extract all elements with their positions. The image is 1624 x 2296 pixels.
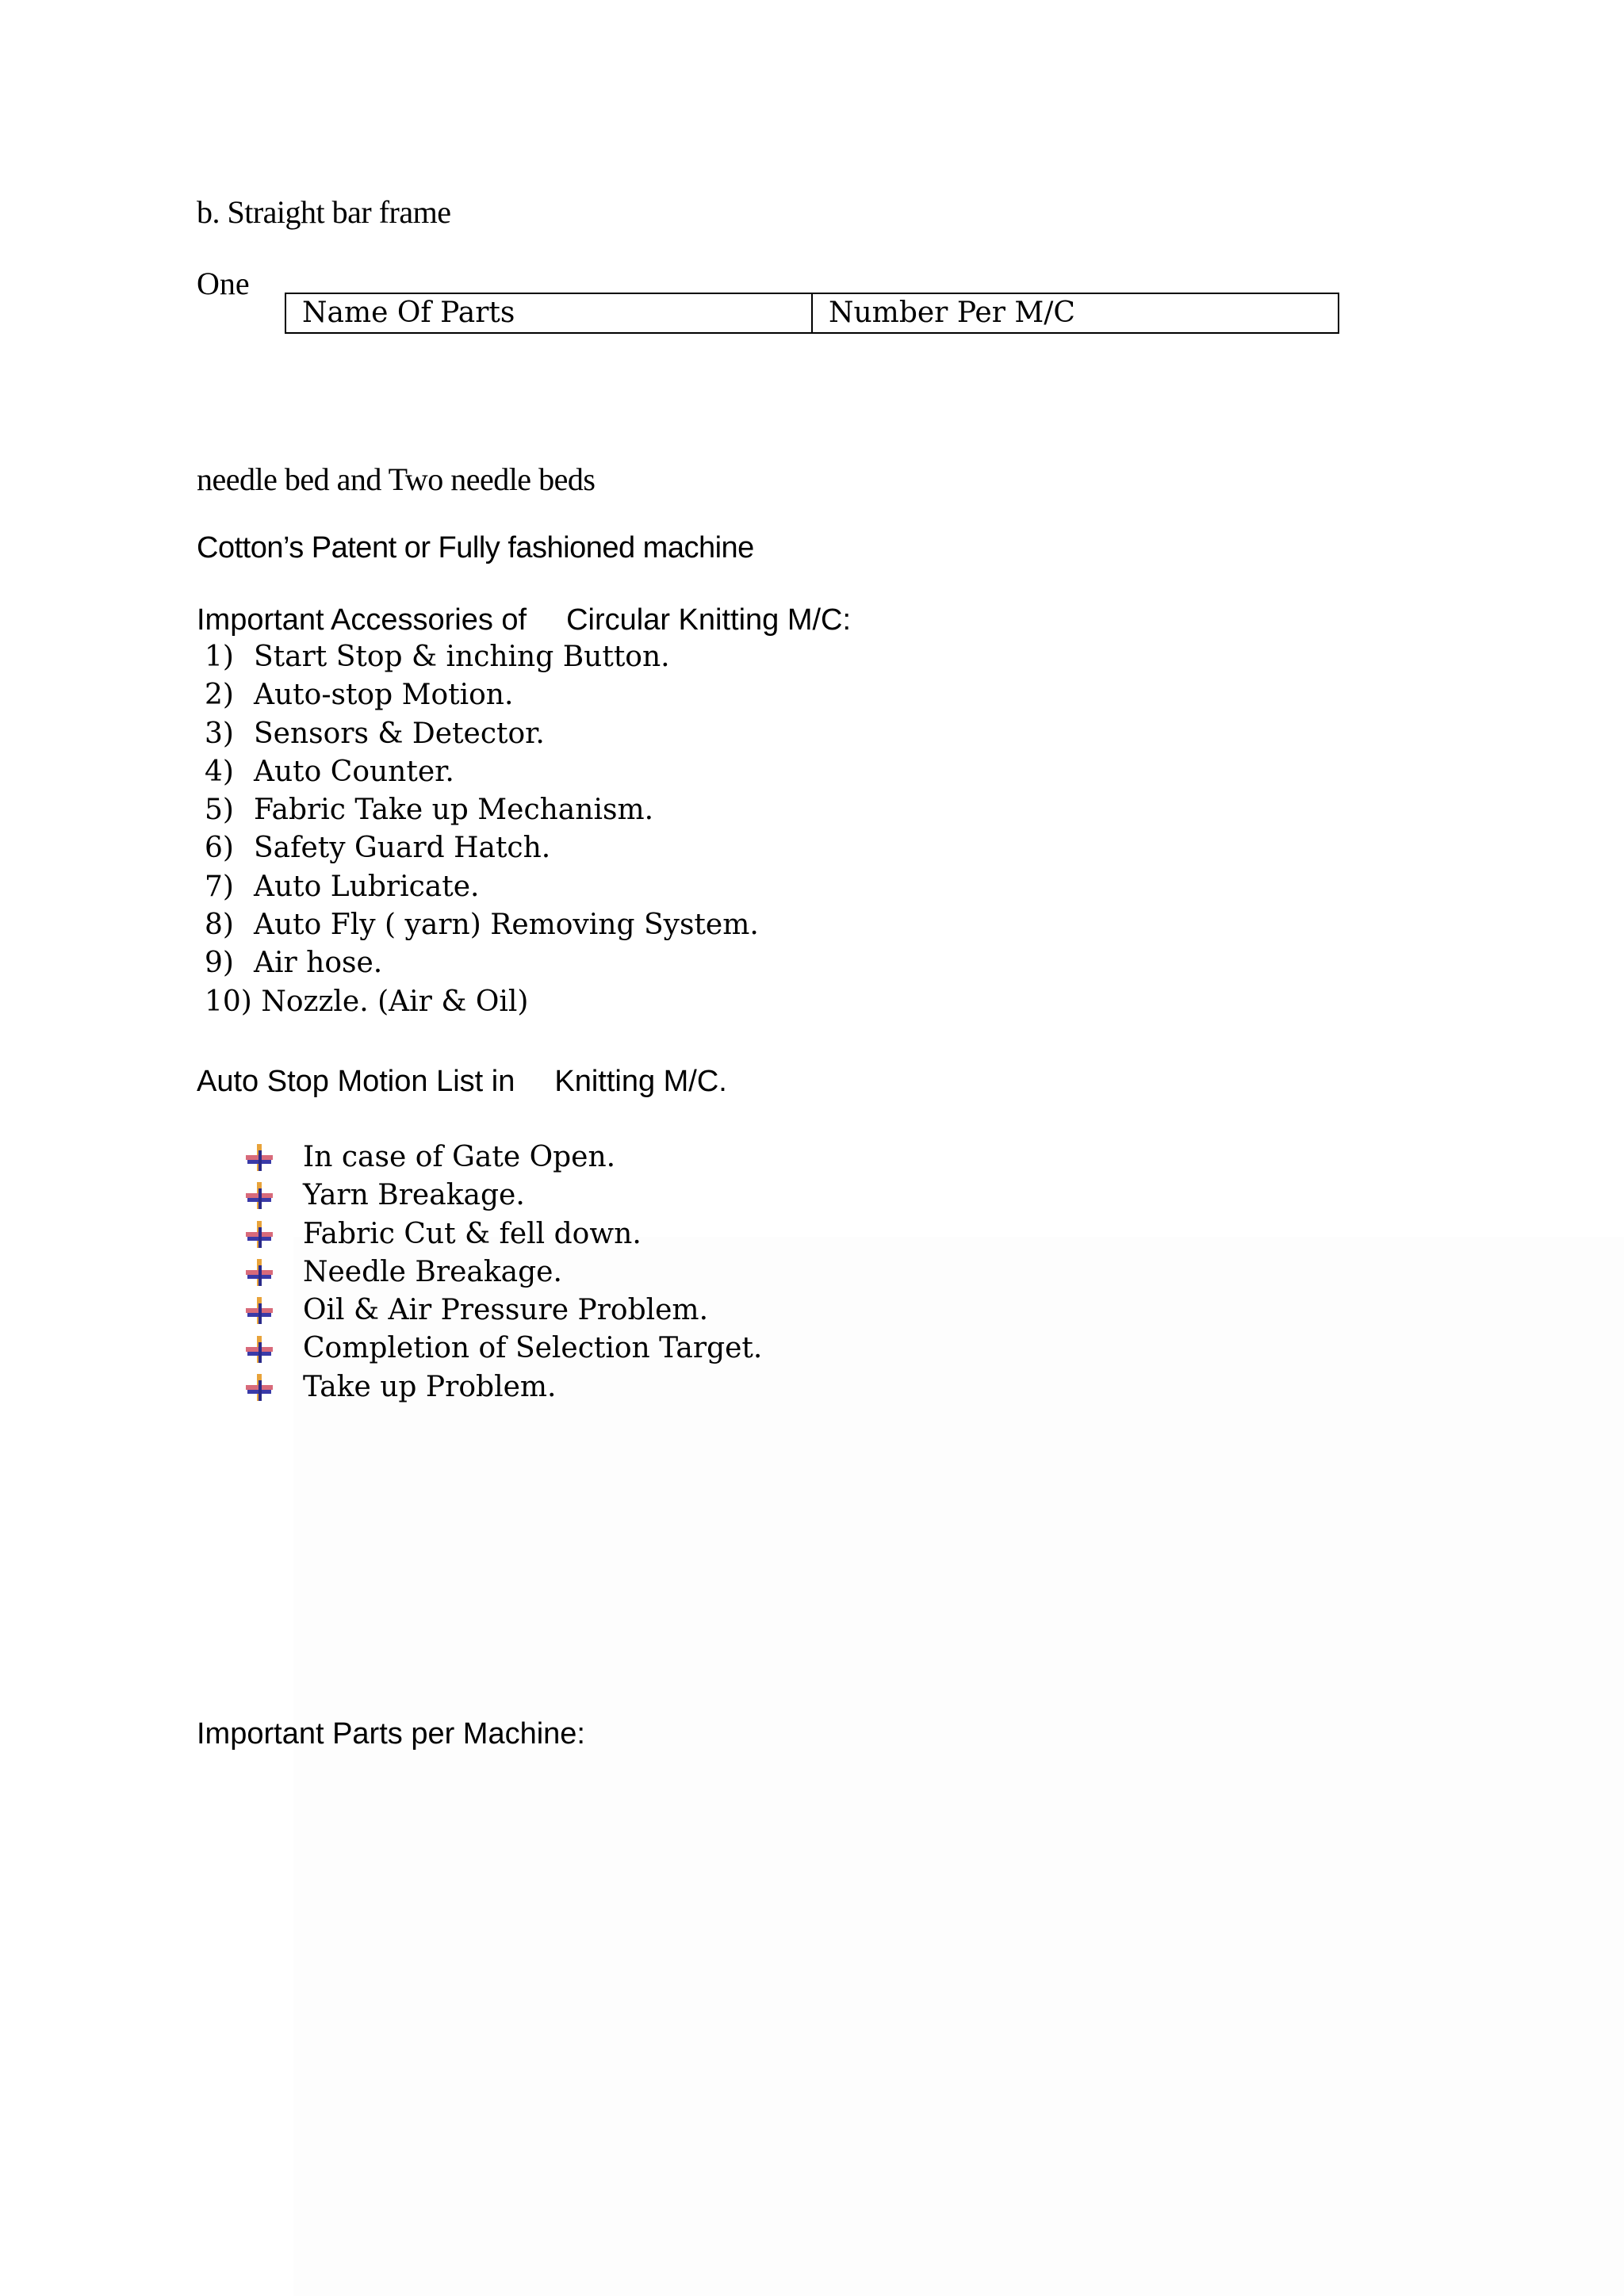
accessories-heading [197,605,851,635]
list-item-text: Needle Breakage. [303,1255,562,1288]
list-item-text: In case of Gate Open. [303,1141,616,1173]
list-item [205,638,759,676]
list-item-text: Yarn Breakage. [303,1179,525,1212]
list-item [205,906,759,944]
table-row [285,293,1339,333]
list-item-text: Fabric Take up Mechanism. [254,794,654,827]
list-item-text: Sensors & Detector. [254,717,545,750]
one-label: One [197,266,250,301]
table-header-name: Name Of Parts [285,293,812,333]
list-item [246,1138,762,1177]
arrow-bullet-icon [246,1144,273,1171]
list-item-text: Auto-stop Motion. [254,679,514,712]
list-item [205,715,759,753]
list-item-number: 2) [205,679,234,712]
list-item-text: Fabric Cut & fell down. [303,1217,642,1250]
list-item [205,829,759,867]
list-item [205,868,759,906]
arrow-bullet-icon [246,1336,273,1363]
list-item [205,753,759,791]
list-item-number: 1) [205,641,234,673]
accessories-heading-part-b: Circular Knitting M/C: [566,603,852,637]
list-item-number: 8) [205,909,234,942]
parts-table [285,293,1339,334]
list-item [246,1368,762,1406]
arrow-bullet-icon [246,1374,273,1401]
list-item-text: Auto Fly ( yarn) Removing System. [254,909,759,942]
list-item-number: 4) [205,755,234,788]
list-item [205,676,759,714]
list-item-text: Oil & Air Pressure Problem. [303,1294,709,1327]
list-item [205,944,759,982]
list-item-text: Air hose. [254,947,383,980]
auto-stop-heading-part-a: Auto Stop Motion List in [197,1065,515,1098]
auto-stop-heading [197,1066,727,1096]
arrow-bullet-icon [246,1221,273,1248]
auto-stop-list [246,1138,762,1406]
arrow-bullet-icon [246,1182,273,1209]
list-item [246,1330,762,1368]
list-item-text: Take up Problem. [303,1370,557,1403]
auto-stop-heading-part-b: Knitting M/C. [554,1065,727,1098]
needle-bed-line: needle bed and Two needle beds [197,461,596,497]
list-item [246,1253,762,1292]
arrow-bullet-icon [246,1297,273,1324]
list-item-text: Nozzle. (Air & Oil) [261,985,529,1018]
cotton-patent-line: Cotton’s Patent or Fully fashioned machine [197,531,754,564]
list-item-text: Safety Guard Hatch. [254,832,551,865]
accessories-list [205,638,759,1021]
list-item-text: Auto Lubricate. [254,870,480,903]
parts-per-machine-heading: Important Parts per Machine: [197,1717,585,1751]
list-item-number: 9) [205,947,234,980]
list-item-number: 5) [205,794,234,827]
table-header-number: Number Per M/C [812,293,1339,333]
list-item-text: Auto Counter. [254,755,454,788]
list-item-number: 3) [205,717,234,750]
straight-bar-heading: b. Straight bar frame [197,194,451,230]
list-item-number: 7) [205,870,234,903]
list-item-number: 6) [205,832,234,865]
list-item [205,983,759,1021]
list-item [246,1177,762,1215]
arrow-bullet-icon [246,1259,273,1286]
list-item [205,791,759,829]
list-item [246,1292,762,1330]
list-item [246,1215,762,1253]
list-item-text: Completion of Selection Target. [303,1332,763,1365]
list-item-number: 10) [205,985,252,1018]
list-item-text: Start Stop & inching Button. [254,641,670,673]
accessories-heading-part-a: Important Accessories of [197,603,527,637]
